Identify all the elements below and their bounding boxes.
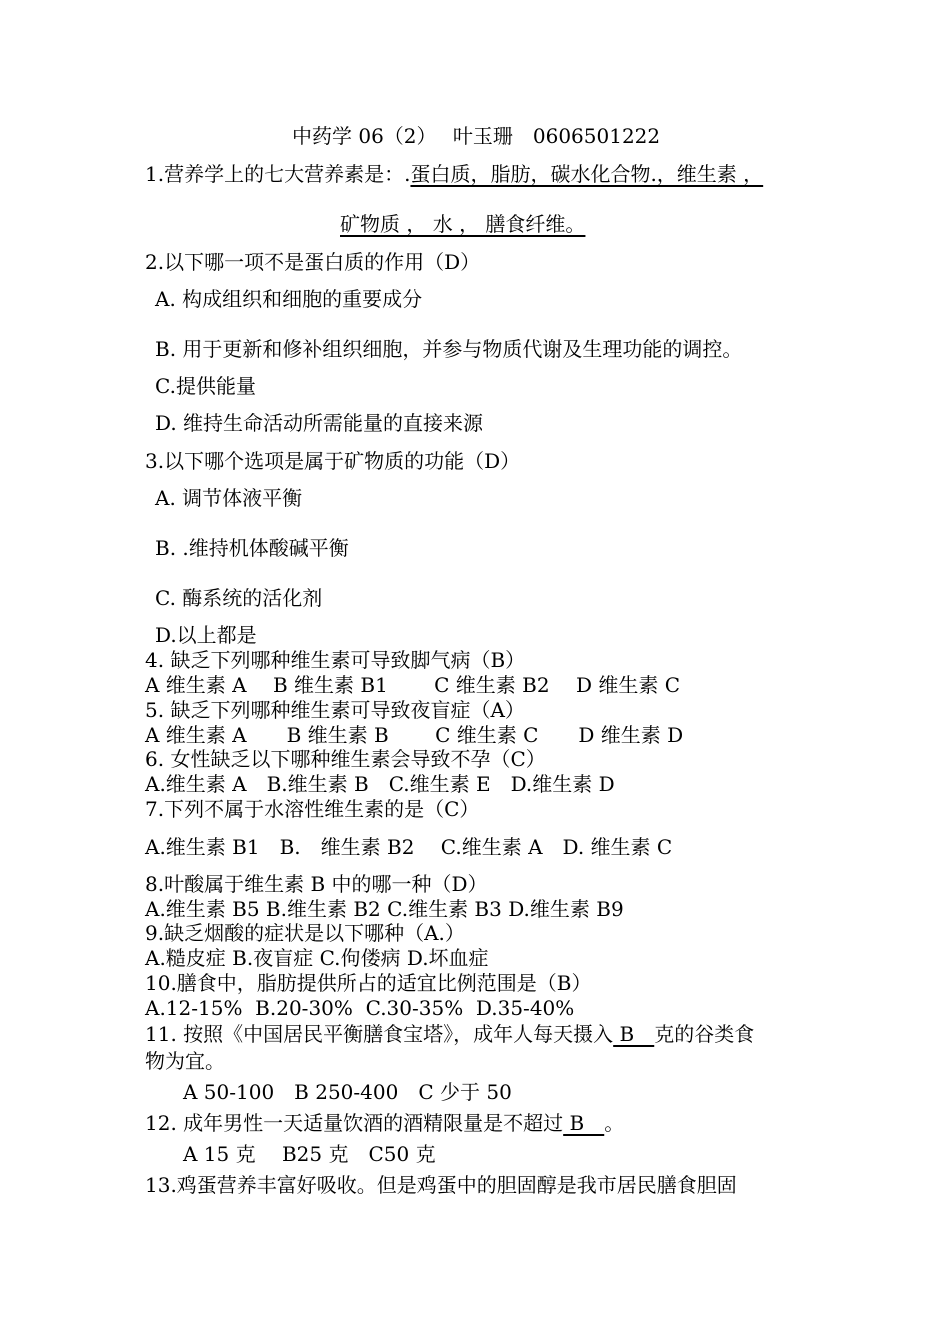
question-8-options: A.维生素 B5 B.维生素 B2 C.维生素 B3 D.维生素 B9 — [145, 897, 624, 921]
question-4-stem: 4. 缺乏下列哪种维生素可导致脚气病（B） — [145, 648, 526, 672]
question-12-options: A 15 克 B25 克 C50 克 — [183, 1142, 436, 1166]
question-10-options: A.12-15% B.20-30% C.30-35% D.35-40% — [145, 996, 575, 1020]
question-11-line-2: 物为宜。 — [145, 1049, 225, 1073]
question-3-stem: 3.以下哪个选项是属于矿物质的功能（D） — [145, 449, 521, 473]
question-5-stem: 5. 缺乏下列哪种维生素可导致夜盲症（A） — [145, 698, 525, 722]
question-12-answer: B — [563, 1111, 605, 1135]
question-6-options: A.维生素 A B.维生素 B C.维生素 E D.维生素 D — [145, 772, 615, 796]
question-9-stem: 9.缺乏烟酸的症状是以下哪种（A.） — [145, 921, 465, 945]
question-7-stem: 7.下列不属于水溶性维生素的是（C） — [145, 797, 480, 821]
question-5-options: A 维生素 A B 维生素 B C 维生素 C D 维生素 D — [145, 723, 684, 747]
document-header: 中药学 06（2） 叶玉珊 0606501222 — [292, 124, 661, 148]
question-12-stem-after: 。 — [604, 1111, 625, 1135]
question-12-stem-before: 12. 成年男性一天适量饮酒的酒精限量是不超过 — [145, 1111, 564, 1135]
question-2-option-a: A. 构成组织和细胞的重要成分 — [155, 287, 423, 311]
question-3-option-a: A. 调节体液平衡 — [155, 486, 303, 510]
question-3-option-b: B. .维持机体酸碱平衡 — [155, 536, 349, 560]
question-7-options: A.维生素 B1 B. 维生素 B2 C.维生素 A D. 维生素 C — [145, 835, 673, 859]
question-1-answer-part-1: 蛋白质，脂肪，碳水化合物.，维生素 ， — [410, 162, 764, 186]
question-3-option-d: D.以上都是 — [155, 623, 257, 647]
question-4-options: A 维生素 A B 维生素 B1 C 维生素 B2 D 维生素 C — [145, 673, 680, 697]
question-8-stem: 8.叶酸属于维生素 B 中的哪一种（D） — [145, 872, 488, 896]
question-1-line-1 — [145, 162, 763, 186]
question-1-answer-part-2: 矿物质 ， 水 ， 膳食纤维。 — [340, 212, 586, 236]
question-2-option-b: B. 用于更新和修补组织细胞，并参与物质代谢及生理功能的调控。 — [155, 337, 743, 361]
question-11-stem-after: 克的谷类食 — [654, 1022, 755, 1046]
question-2-option-c: C.提供能量 — [155, 374, 256, 398]
question-6-stem: 6. 女性缺乏以下哪种维生素会导致不孕（C） — [145, 747, 546, 771]
question-11-stem-before: 11. 按照《中国居民平衡膳食宝塔》，成年人每天摄入 — [145, 1022, 614, 1046]
question-1-line-2 — [340, 212, 585, 236]
question-11-options: A 50-100 B 250-400 C 少于 50 — [183, 1080, 512, 1104]
question-11-line-1 — [145, 1022, 754, 1046]
question-9-options: A.糙皮症 B.夜盲症 C.佝偻病 D.坏血症 — [145, 946, 489, 970]
question-10-stem: 10.膳食中，脂肪提供所占的适宜比例范围是（B） — [145, 971, 592, 995]
question-3-option-c: C. 酶系统的活化剂 — [155, 586, 323, 610]
question-11-answer: B — [613, 1022, 655, 1046]
question-1-prefix: 1.营养学上的七大营养素是：. — [145, 162, 411, 186]
question-2-option-d: D. 维持生命活动所需能量的直接来源 — [155, 411, 484, 435]
question-13-stem: 13.鸡蛋营养丰富好吸收。但是鸡蛋中的胆固醇是我市居民膳食胆固 — [145, 1173, 737, 1197]
question-12-line-1 — [145, 1111, 624, 1135]
question-2-stem: 2.以下哪一项不是蛋白质的作用（D） — [145, 250, 481, 274]
